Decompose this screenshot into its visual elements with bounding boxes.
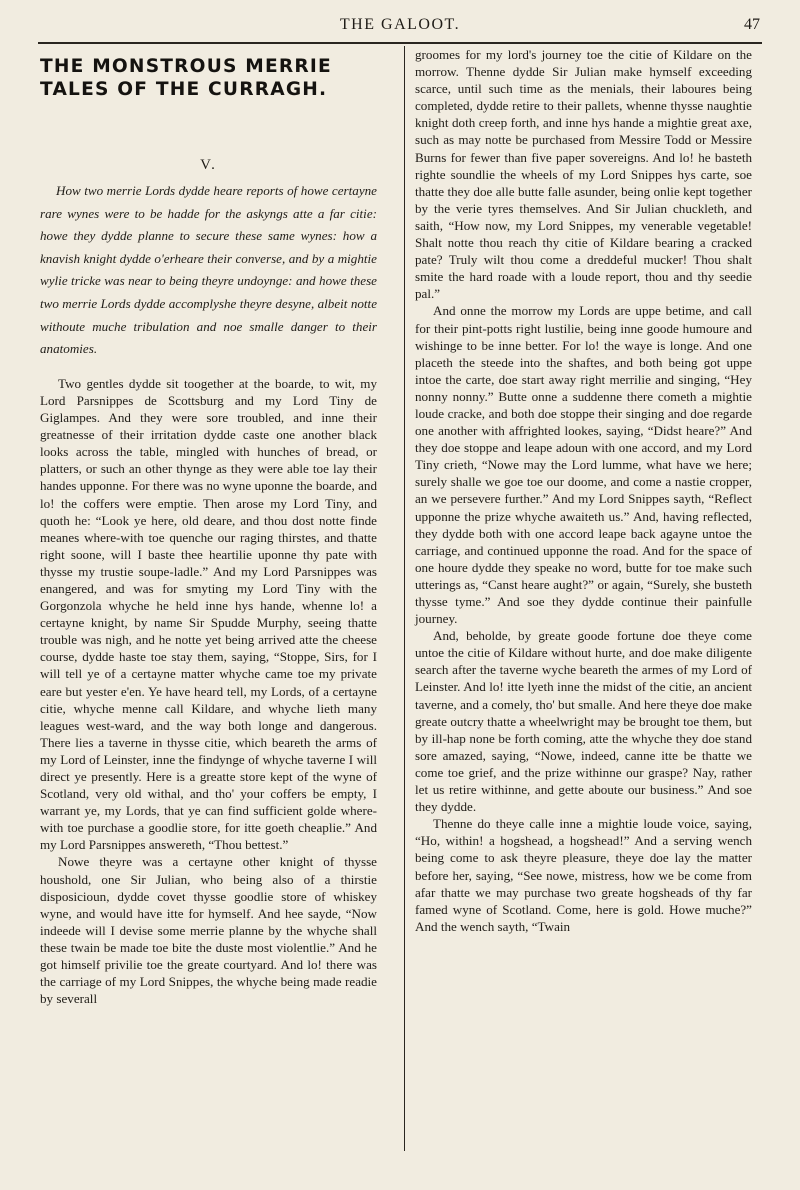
page-number: 47 (744, 16, 760, 33)
chapter-summary: How two merrie Lords dydde heare reports of howe certayne rare wynes were to be hadde for the askyngs atte a far citie: howe they dydde planne to secure these same wynes: how a knavish knight dydde o'erheare their converse, and by a mightie wylie tricke was near to being theyre undoynge: and howe these two merrie Lords dydde accomplyshe theyre desyne, albeit notte withoute muche tribulation and noe smalle danger to their anatomies. (40, 183, 377, 357)
chapter-number: V. (200, 157, 217, 173)
left-column (40, 55, 377, 1007)
running-head (40, 14, 760, 38)
body-paragraph: groomes for my lord's journey toe the citie of Kildare on the morrow. Thenne dydde Sir Julian make hymself exceeding scarce, until such time as the menials, their laboures being completed, dydde retire to their pallets, whenne thysse naughtie knight doth creep forth, and inne hys hande a mightie great axe, such as may notte be purchased from Messire Todd or Messire Burns for fewer than five paper sovereigns. And lo! he basteth righte soundlie the wheels of my Lord Snippes hys carte, soe thatte they doe alle butte falle asunder, being onlie kept together by the verie tyres themselves. And Sir Julian chuckleth, and saith, “How now, my Lord Snippes, my venerable vegetable! Shalt notte thou reach thy citie of Kildare bearing a cracked pate? Truly wilt thou come a dreddeful mucker! Thou shalt smite the hard roade with a loude report, thou and thy seedie pal.” (415, 47, 752, 302)
body-paragraph: And, beholde, by greate goode fortune doe theye come untoe the citie of Kildare without hurte, and doe make diligente search after the taverne wyche beareth the armes of my Lord of Leinster. And lo! itte lyeth inne the midst of the citie, an ancient taverne, and a comely, tho' but smalle. And here theye doe make greate outcry thatte a wheelwright may be brought toe them, but by ill-hap none be forth coming, atte the whyche they doe stand sore amazed, saying, “Nowe, indeed, canne itte be thatte we come toe grief, and the prize withinne our graspe? Nay, rather let us retire withinne, and gette aboute our business.” And soe they dydde. (415, 628, 752, 815)
body-paragraph: Two gentles dydde sit toogether at the boarde, to wit, my Lord Parsnippes de Scottsburg and my Lord Tiny de Giglampes. And they were sore troubled, and inne their greatnesse of their irritation dydde caste one another black looks across the table, mingled with hunches of bread, or platters, or such an other thynge as they were able toe lay their handes upponne. For there was no wyne uponne the boarde, and lo! the coffers were emptie. Then arose my Lord Tiny, and quoth he: “Look ye here, old deare, and thou dost notte finde meanes where-with toe quenche our raging thirstes, and thatte right soone, will I baste thee heartilie uponne thy pate with thysse my trustie soupe-ladle.” And my Lord Parsnippes was enangered, and was for smyting my Lord Tiny with the Gorgonzola whyche he held inne hys hande, whenne lo! a certayne knight, by name Sir Spudde Murphy, seeing thatte trouble was nigh, and he notte yet being arrived atte the cheese course, dydde haste toe stay them, saying, “Stoppe, Sirs, for I will tell ye of a certayne matter whyche came toe my private eare but yester e'en. Ye have heard tell, my Lords, of a certayne citie, whyche menne call Kildare, and whyche lieth many leagues west-ward, and the way both longe and dangerous. There lies a taverne in thysse citie, which beareth the arms of my Lord of Leinster, inne the findynge of whyche taverne I will direct ye presently. Here is a greatte store kept of the wyne of Scotland, very old withal, and tho' your coffers be empty, I warrant ye, my Lords, that ye can find sufficient golde where-with toe purchase a goodlie store, for itte goeth cheaplie.” And my Lord Parsnippes answereth, “Thou bettest.” (40, 375, 377, 853)
column-divider (404, 46, 405, 1151)
body-paragraph: Thenne do theye calle inne a mightie loude voice, saying, “Ho, within! a hogshead, a hogshead!” And a serving wench being come to ask theyre pleasure, theye doe lay the matter before her, saying, “See nowe, mistress, how we be come from afar thatte we may purchase two greate hogsheads of thy far famed wyne of Scotland. Come, here is gold. Howe muche?” And the wench sayth, “Twain (415, 816, 752, 934)
body-paragraph: And onne the morrow my Lords are uppe betime, and call for their pint-potts right lustilie, being inne goode humoure and wishinge to be inne better. For lo! the waye is longe. And one placeth the steede into the shaftes, and both being got uppe intoe the carte, doe start away right merrilie and singing, “Hey nonny nonny.” Butte onne a suddenne there cometh a mightie loude cracke, and both doe stoppe their singing and doe regarde one another with affrighted lookes, saying, “Didst heare?” And they doe stoppe and leape adoun with one accord, and my Lord Tiny crieth, “Nowe may the Lord lumme, what have we here; surely shalle we goe toe our doome, and come a nastie cropper, an we persevere further.” And my Lord Snippes sayth, “Reflect upponne the prize whyche awaiteth us.” And, having reflected, they dydde both with one accord leape back agayne untoe the carriage, and continued upponne the road. And for the space of one houre dydde they speake no word, butte for toe make such utterings as, “Canst heare aught?” or again, “Surely, she busteth thysse tyme.” And soe they dydde continue their painfulle journey. (415, 303, 752, 627)
body-paragraph: Nowe theyre was a certayne other knight of thysse houshold, one Sir Julian, who being also of a thirstie disposicioun, dydde covet thysse goodlie store of whiskey wyne, and would have itte for hymself. And hee sayde, “Now indeede will I devise some merrie planne by the whyche shall these twain be made toe bite the duste most violentlie.” And he got himself privilie toe the greate courtyard. And lo! there was the carriage of my Lord Snippes, the whyche being made readie by severall (40, 854, 377, 1007)
right-column (415, 46, 752, 935)
header-rule (38, 42, 762, 44)
running-title: THE GALOOT. (339, 16, 461, 33)
article-title: THE MONSTROUS MERRIE TALES OF THE CURRAGH. (40, 56, 332, 100)
